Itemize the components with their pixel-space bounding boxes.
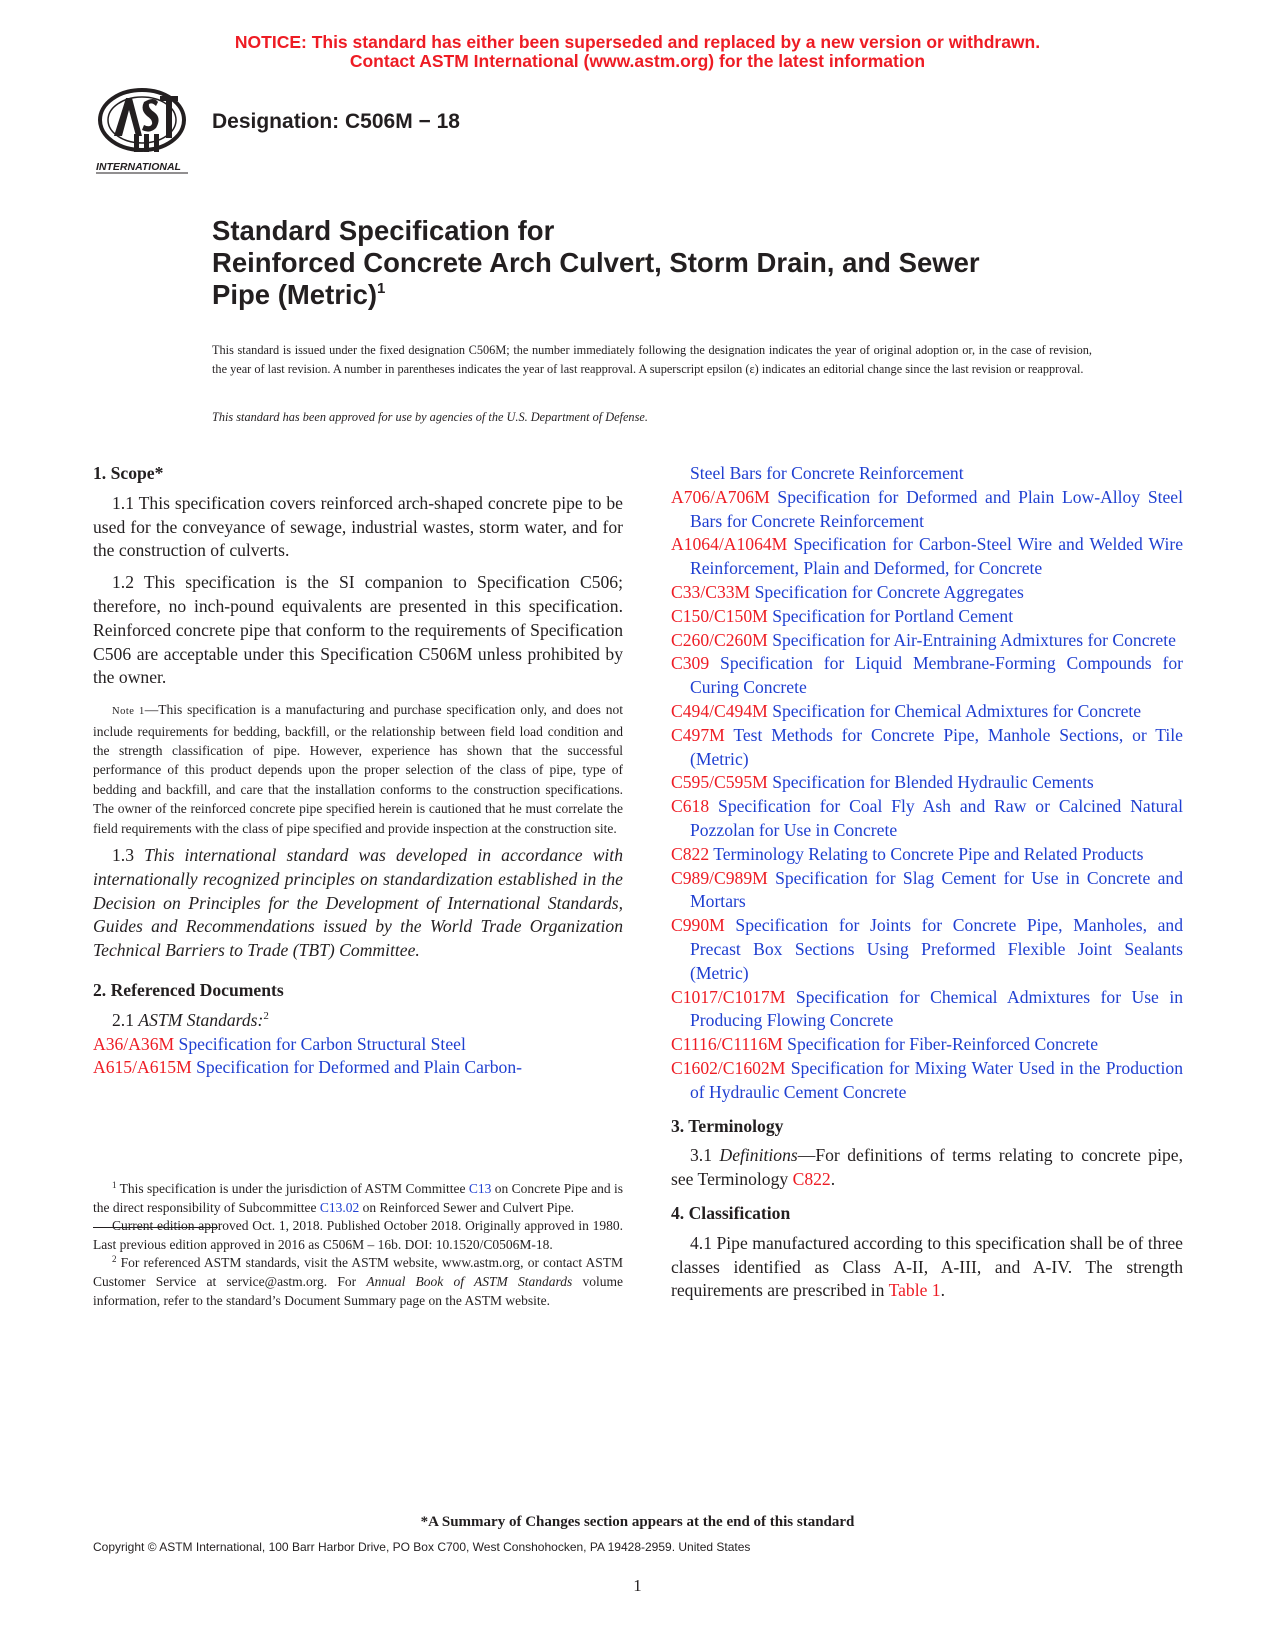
- note-1: [93, 700, 623, 838]
- notice-line-2: Contact ASTM International (www.astm.org) for the latest information: [349, 51, 926, 71]
- document-title: [212, 215, 980, 311]
- section-1-heading: 1. Scope*: [93, 463, 164, 483]
- section-3-heading: 3. Terminology: [671, 1115, 784, 1136]
- ref-a706[interactable]: A706/A706M Specification for Deformed and Plain Low-Alloy Steel Bars for Concrete Reinforcement: [671, 486, 1183, 531]
- paragraph-2-1: 2.1 ASTM Standards:$^2$: [112, 1009, 269, 1030]
- ref-a36[interactable]: A36/A36M Specification for Carbon Structural Steel: [93, 1033, 466, 1054]
- paragraph-1-1: 1.1 This specification covers reinforced arch-shaped concrete pipe to be used for the conveyance of sewage, industrial wastes, storm water, and for the construction of culverts.: [93, 492, 623, 561]
- ref-c618[interactable]: C618 Specification for Coal Fly Ash and Raw or Calcined Natural Pozzolan for Use in Concrete: [671, 796, 1183, 840]
- ref-c1017[interactable]: C1017/C1017M Specification for Chemical Admixtures for Use in Producing Flowing Concrete: [671, 986, 1184, 1031]
- issue-note: This standard is issued under the fixed designation C506M; the number immediately following the designation indicates the year of original adoption or, in the case of revision, the year of last revision. A number in parentheses indicates the year of last reapproval. A superscript epsilon (ε) indicates an editorial change since the last revision or reapproval.: [212, 343, 1092, 376]
- page-number: 1: [633, 1576, 642, 1595]
- note-1-text: —This specification is a manufacturing and purchase specification only, and does not include requirements for bedding, backfill, or the relationship between field load condition and the strength classification of pipe. However, experience has shown that the successful performance of this product depends upon the proper selection of the class of pipe, type of bedding and backfill, and care that the installation conforms to the construction specifications. The owner of the reinforced concrete pipe specified herein is cautioned that he must correlate the field requirements with the class of pipe specified and provide inspection at the construction site.: [93, 702, 623, 836]
- copyright: Copyright © ASTM International, 100 Barr Harbor Drive, PO Box C700, West Conshohocken, PA 19428-2959. United States: [93, 1540, 751, 1554]
- title-line-3: Pipe (Metric)$^1$: [212, 279, 386, 310]
- paragraph-1-2: 1.2 This specification is the SI companion to Specification C506; therefore, no inch-pound equivalents are presented in this specification. Reinforced concrete pipe that conform to the requirements of Specification C506 are acceptable under this Specification C506M unless prohibited by the owner.: [93, 572, 623, 688]
- paragraph-4-1: 4.1 Pipe manufactured according to this specification shall be of three classes identified as Class A-II, A-III, and A-IV. The strength requirements are prescribed in Table 1.: [671, 1232, 1183, 1301]
- designation: Designation: C506M − 18: [212, 110, 460, 133]
- ref-c1602[interactable]: C1602/C1602M Specification for Mixing Water Used in the Production of Hydraulic Cement Concrete: [671, 1057, 1183, 1102]
- link-c13[interactable]: C13: [468, 1181, 492, 1196]
- ref-c309[interactable]: C309 Specification for Liquid Membrane-Forming Compounds for Curing Concrete: [671, 653, 1184, 698]
- title-footnote-mark: 1: [377, 280, 386, 297]
- paragraph-1-3: 1.3 This international standard was developed in accordance with internationally recognized principles on standardization established in the Decision on Principles for the Development of International Standards, Guides and Recommendations issued by the World Trade Organization Technical Barriers to Trade (TBT) Committee.: [93, 845, 623, 961]
- astm-logo-icon: [92, 84, 196, 176]
- section-2-heading: 2. Referenced Documents: [93, 980, 284, 1000]
- logo-text: INTERNATIONAL: [96, 161, 181, 173]
- ref-c494[interactable]: C494/C494M Specification for Chemical Admixtures for Concrete: [671, 700, 1142, 721]
- astm-international-logo: [92, 84, 196, 176]
- notice-banner: [0, 33, 1275, 71]
- paragraph-3-1: 3.1 Definitions—For definitions of terms relating to concrete pipe, see Terminology C822.: [671, 1145, 1183, 1190]
- title-line-2: Reinforced Concrete Arch Culvert, Storm Drain, and Sewer: [212, 247, 980, 278]
- title-line-1: Standard Specification for: [212, 215, 555, 246]
- ref-a615-continued[interactable]: Steel Bars for Concrete Reinforcement: [690, 463, 964, 483]
- ref-c990m[interactable]: C990M Specification for Joints for Concrete Pipe, Manholes, and Precast Box Sections Using Preformed Flexible Joint Sealants (Metric): [671, 915, 1183, 983]
- summary-of-changes-note: *A Summary of Changes section appears at the end of this standard: [420, 1514, 855, 1530]
- ref-c260[interactable]: C260/C260M Specification for Air-Entraining Admixtures for Concrete: [671, 629, 1176, 650]
- footnote-2: $^2$ For referenced ASTM standards, visit the ASTM website, www.astm.org, or contact ASTM Customer Service at service@astm.org. For Annual Book of ASTM Standards volume information, refer to the standard’s Document Summary page on the ASTM website.: [93, 1254, 624, 1308]
- paragraph-1-3-text: This international standard was developed in accordance with internationally recognized principles on standardization established in the Decision on Principles for the Development of International Standards, Guides and Recommendations issued by the World Trade Organization Technical Barriers to Trade (TBT) Committee.: [93, 845, 623, 961]
- ref-c1116[interactable]: C1116/C1116M Specification for Fiber-Reinforced Concrete: [671, 1034, 1099, 1055]
- footnotes: [93, 1180, 623, 1310]
- notice-line-1: NOTICE: This standard has either been superseded and replaced by a new version or withdrawn.: [234, 32, 1041, 52]
- link-c822[interactable]: C822: [792, 1169, 831, 1190]
- link-table-1[interactable]: Table 1: [888, 1280, 941, 1301]
- footnote-1: $^1$ This specification is under the jurisdiction of ASTM Committee C13 on Concrete Pipe and is the direct responsibility of Subcommittee C13.02 on Reinforced Sewer and Culvert Pipe.: [93, 1180, 624, 1215]
- ref-c33[interactable]: C33/C33M Specification for Concrete Aggregates: [671, 581, 1024, 602]
- note-1-label: Note 1: [112, 706, 145, 718]
- right-column: [671, 462, 1183, 1303]
- ref-c822[interactable]: C822 Terminology Relating to Concrete Pipe and Related Products: [671, 843, 1144, 864]
- ref-a615[interactable]: A615/A615M Specification for Deformed and Plain Carbon-: [93, 1057, 523, 1078]
- link-c13-02[interactable]: C13.02: [319, 1199, 360, 1215]
- ref-c497m[interactable]: C497M Test Methods for Concrete Pipe, Manhole Sections, or Tile (Metric): [671, 724, 1183, 769]
- ref-c150[interactable]: C150/C150M Specification for Portland Cement: [671, 605, 1014, 626]
- ref-c595[interactable]: C595/C595M Specification for Blended Hydraulic Cements: [671, 772, 1094, 793]
- ref-a1064[interactable]: A1064/A1064M Specification for Carbon-Steel Wire and Welded Wire Reinforcement, Plain and Deformed, for Concrete: [671, 534, 1183, 579]
- dod-note: This standard has been approved for use by agencies of the U.S. Department of Defense.: [212, 410, 648, 424]
- left-column: [93, 462, 623, 1080]
- section-4-heading: 4. Classification: [671, 1202, 791, 1223]
- footnote-1-edition: Current edition approved Oct. 1, 2018. Published October 2018. Originally approved in 1980. Last previous edition approved in 2016 as C506M – 16b. DOI: 10.1520/C0506M-18.: [93, 1218, 623, 1252]
- ref-c989[interactable]: C989/C989M Specification for Slag Cement for Use in Concrete and Mortars: [671, 867, 1183, 912]
